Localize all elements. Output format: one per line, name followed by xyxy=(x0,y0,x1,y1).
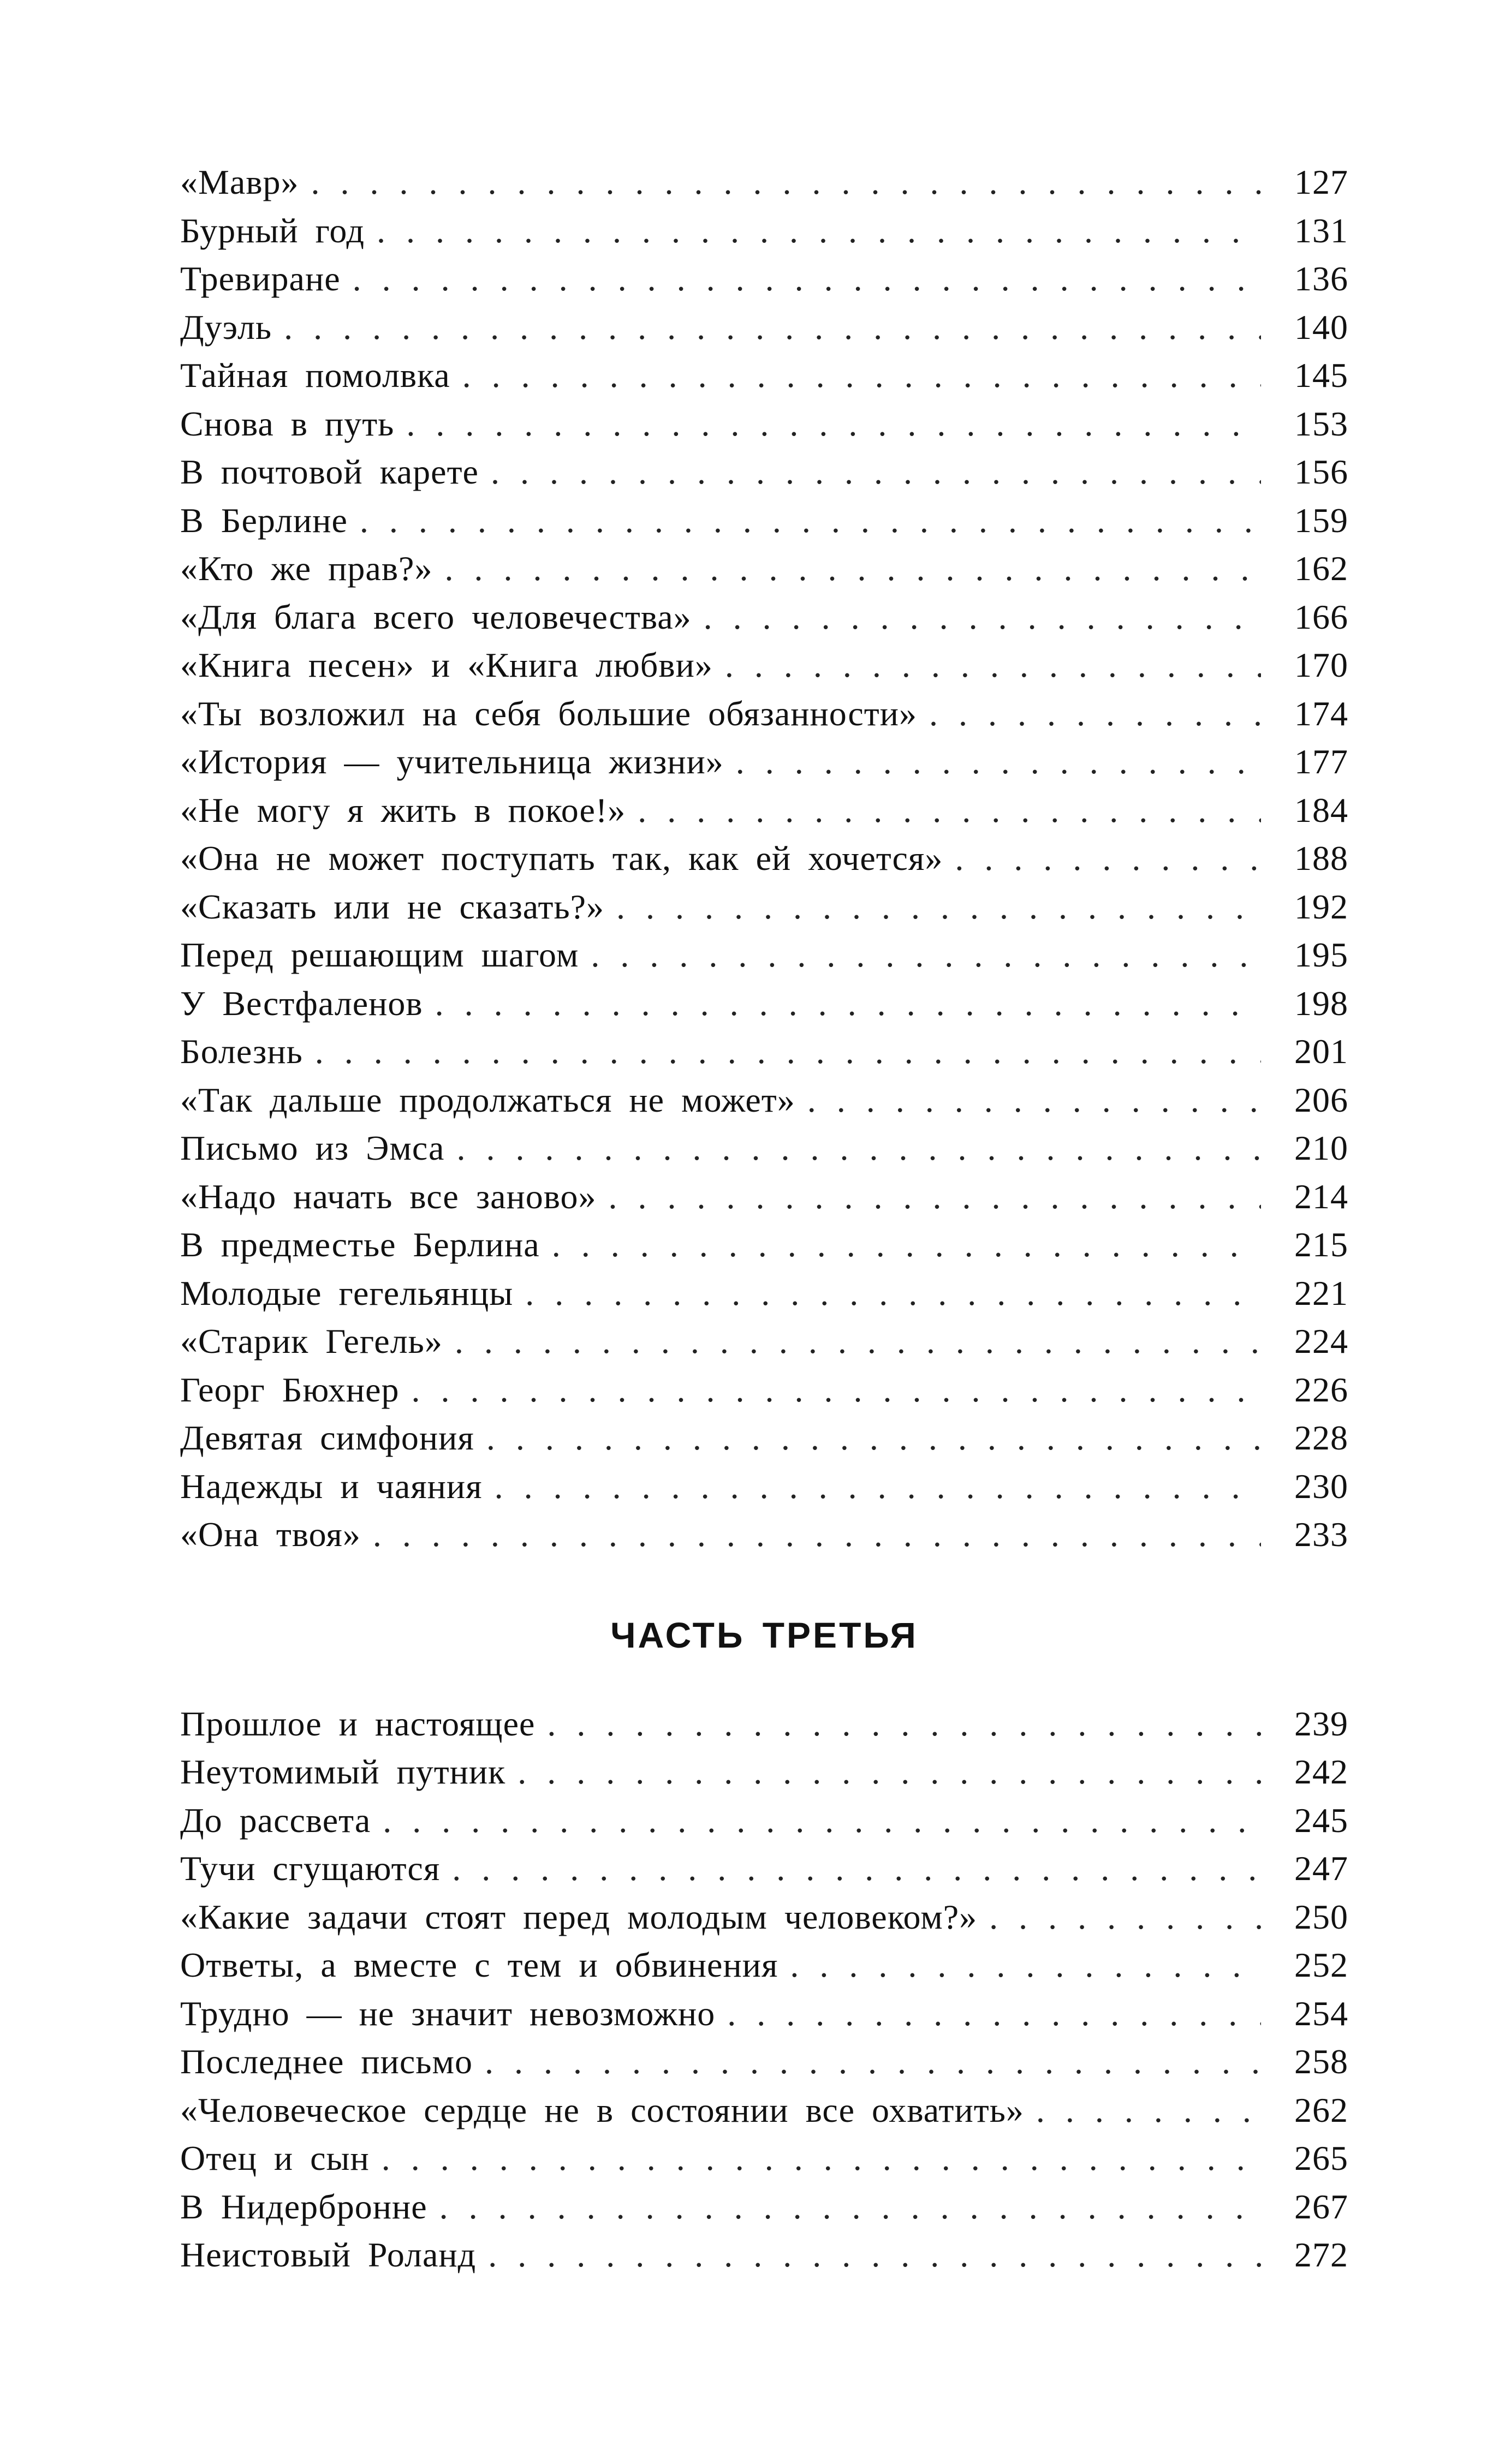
toc-entry-page-number: 201 xyxy=(1294,1032,1348,1071)
toc-entry-title: Бурный год xyxy=(180,211,365,250)
toc-entry-page-number: 145 xyxy=(1294,356,1348,395)
toc-entry xyxy=(180,1893,1348,1942)
toc-entry xyxy=(180,303,1348,352)
toc-entry xyxy=(180,545,1348,593)
dot-leader xyxy=(616,883,1261,932)
dot-leader xyxy=(517,1748,1261,1797)
dot-leader xyxy=(727,1990,1261,2038)
toc-entry xyxy=(180,738,1348,786)
toc-entry xyxy=(180,2038,1348,2086)
toc-entry-title: «Старик Гегель» xyxy=(180,1322,443,1361)
toc-entry-page-number: 262 xyxy=(1294,2090,1348,2129)
toc-entry xyxy=(180,2231,1348,2280)
toc-entry xyxy=(180,1317,1348,1366)
toc-entry-page-number: 252 xyxy=(1294,1946,1348,1984)
toc-entry-page-number: 156 xyxy=(1294,452,1348,491)
dot-leader xyxy=(736,738,1261,786)
dot-leader xyxy=(315,1028,1261,1076)
toc-entry-page-number: 192 xyxy=(1294,887,1348,926)
toc-entry-title: Тревиране xyxy=(180,259,341,298)
toc-entry-title: «Какие задачи стоят перед молодым человеком?» xyxy=(180,1897,978,1936)
toc-entry xyxy=(180,1845,1348,1893)
toc-entry-title: До рассвета xyxy=(180,1800,371,1840)
toc-entry-page-number: 221 xyxy=(1294,1273,1348,1312)
toc-entry xyxy=(180,1463,1348,1511)
toc-entry-page-number: 170 xyxy=(1294,646,1348,684)
toc-entry xyxy=(180,400,1348,449)
dot-leader xyxy=(373,1511,1261,1559)
toc-entry-page-number: 198 xyxy=(1294,983,1348,1023)
toc-entry xyxy=(180,1990,1348,2038)
toc-entry xyxy=(180,1414,1348,1463)
toc-entry-title: Перед решающим шагом xyxy=(180,935,579,974)
toc-entry xyxy=(180,1269,1348,1318)
toc-entry-title: Неутомимый путник xyxy=(180,1752,506,1791)
dot-leader xyxy=(525,1269,1261,1318)
toc-entry-title: Надежды и чаяния xyxy=(180,1466,483,1506)
toc-entry-title: В предместье Берлина xyxy=(180,1225,540,1264)
dot-leader xyxy=(462,351,1261,400)
toc-entry xyxy=(180,207,1348,255)
toc-entry-page-number: 188 xyxy=(1294,839,1348,878)
dot-leader xyxy=(412,1366,1262,1415)
toc-entry-title: Ответы, а вместе с тем и обвинения xyxy=(180,1946,778,1984)
toc-list-part-three xyxy=(180,1700,1348,2280)
toc-entry-page-number: 224 xyxy=(1294,1322,1348,1361)
toc-entry xyxy=(180,1748,1348,1797)
toc-entry xyxy=(180,980,1348,1028)
toc-entry-title: «Сказать или не сказать?» xyxy=(180,887,605,926)
dot-leader xyxy=(491,448,1261,497)
toc-entry-page-number: 215 xyxy=(1294,1225,1348,1264)
toc-entry-title: Георг Бюхнер xyxy=(180,1370,400,1409)
toc-entry xyxy=(180,1124,1348,1173)
toc-entry-title: «Книга песен» и «Книга любви» xyxy=(180,646,713,684)
toc-entry-title: Тайная помолвка xyxy=(180,356,450,395)
toc-entry-title: «Ты возложил на себя большие обязанности» xyxy=(180,694,917,733)
toc-entry-title: У Вестфаленов xyxy=(180,983,423,1023)
toc-entry-page-number: 127 xyxy=(1294,163,1348,201)
toc-entry-page-number: 242 xyxy=(1294,1752,1348,1791)
toc-entry xyxy=(180,786,1348,835)
toc-entry-page-number: 206 xyxy=(1294,1080,1348,1119)
toc-entry-title: «Так дальше продолжаться не может» xyxy=(180,1080,795,1119)
toc-entry-page-number: 265 xyxy=(1294,2139,1348,2177)
toc-entry xyxy=(180,255,1348,303)
dot-leader xyxy=(452,1845,1261,1893)
toc-entry-page-number: 245 xyxy=(1294,1800,1348,1840)
toc-entry-title: «Для блага всего человечества» xyxy=(180,597,692,636)
toc-entry-page-number: 210 xyxy=(1294,1129,1348,1167)
dot-leader xyxy=(486,1414,1261,1463)
dot-leader xyxy=(609,1173,1261,1221)
dot-leader xyxy=(311,158,1261,207)
toc-entry xyxy=(180,158,1348,207)
dot-leader xyxy=(377,207,1261,255)
toc-entry-page-number: 184 xyxy=(1294,790,1348,830)
toc-entry-page-number: 247 xyxy=(1294,1849,1348,1888)
toc-entry-page-number: 239 xyxy=(1294,1704,1348,1743)
dot-leader xyxy=(455,1317,1261,1366)
toc-entry-page-number: 226 xyxy=(1294,1370,1348,1409)
toc-entry-page-number: 153 xyxy=(1294,404,1348,443)
dot-leader xyxy=(989,1893,1261,1942)
dot-leader xyxy=(456,1124,1261,1173)
toc-entry-title: Снова в путь xyxy=(180,404,395,443)
dot-leader xyxy=(435,980,1261,1028)
toc-entry-title: Девятая симфония xyxy=(180,1418,474,1457)
toc-entry-title: «Надо начать все заново» xyxy=(180,1177,597,1216)
toc-entry xyxy=(180,593,1348,642)
toc-entry-title: Тучи сгущаются xyxy=(180,1849,441,1888)
dot-leader xyxy=(444,545,1261,593)
toc-entry xyxy=(180,2183,1348,2232)
toc-entry xyxy=(180,1028,1348,1076)
toc-entry-page-number: 174 xyxy=(1294,694,1348,733)
toc-entry-title: «Мавр» xyxy=(180,163,299,201)
dot-leader xyxy=(383,1797,1261,1845)
dot-leader xyxy=(495,1463,1261,1511)
toc-entry-page-number: 166 xyxy=(1294,597,1348,636)
toc-entry xyxy=(180,641,1348,690)
toc-entry-title: «Человеческое сердце не в состоянии все охватить» xyxy=(180,2090,1024,2129)
toc-entry-page-number: 131 xyxy=(1294,211,1348,250)
dot-leader xyxy=(382,2134,1261,2183)
toc-entry-page-number: 177 xyxy=(1294,742,1348,781)
toc-entry-title: В Нидербронне xyxy=(180,2187,427,2226)
toc-entry-page-number: 272 xyxy=(1294,2235,1348,2274)
dot-leader xyxy=(485,2038,1261,2086)
toc-entry-page-number: 136 xyxy=(1294,259,1348,298)
toc-entry-title: «Не могу я жить в покое!» xyxy=(180,790,626,830)
dot-leader xyxy=(552,1221,1261,1269)
toc-entry xyxy=(180,1221,1348,1269)
dot-leader xyxy=(547,1700,1261,1749)
toc-entry xyxy=(180,690,1348,738)
toc-entry-page-number: 250 xyxy=(1294,1897,1348,1936)
dot-leader xyxy=(284,303,1261,352)
dot-leader xyxy=(360,497,1261,545)
dot-leader xyxy=(704,593,1261,642)
toc-entry-page-number: 195 xyxy=(1294,935,1348,974)
toc-entry xyxy=(180,883,1348,932)
toc-entry-page-number: 230 xyxy=(1294,1466,1348,1506)
toc-entry xyxy=(180,834,1348,883)
toc-entry-title: Дуэль xyxy=(180,307,272,347)
toc-entry-page-number: 233 xyxy=(1294,1515,1348,1554)
toc-entry-title: «Она не может поступать так, как ей хочется» xyxy=(180,839,943,878)
toc-entry xyxy=(180,2086,1348,2135)
dot-leader xyxy=(807,1076,1261,1125)
toc-entry-title: Молодые гегельянцы xyxy=(180,1273,514,1312)
dot-leader xyxy=(488,2231,1261,2280)
toc-entry-page-number: 258 xyxy=(1294,2042,1348,2081)
toc-entry-title: Письмо из Эмса xyxy=(180,1129,445,1167)
dot-leader xyxy=(955,834,1261,883)
part-three-heading: ЧАСТЬ ТРЕТЬЯ xyxy=(610,1614,918,1655)
toc-entry-page-number: 267 xyxy=(1294,2187,1348,2226)
toc-entry-title: «Кто же прав?» xyxy=(180,549,433,588)
dot-leader xyxy=(353,255,1261,303)
toc-entry-title: Прошлое и настоящее xyxy=(180,1704,536,1743)
dot-leader xyxy=(1036,2086,1261,2135)
dot-leader xyxy=(638,786,1261,835)
toc-entry xyxy=(180,351,1348,400)
table-of-contents-page xyxy=(180,158,1348,2280)
toc-entry xyxy=(180,1511,1348,1559)
dot-leader xyxy=(591,931,1261,980)
toc-entry-title: Неистовый Роланд xyxy=(180,2235,477,2274)
toc-entry-page-number: 228 xyxy=(1294,1418,1348,1457)
toc-entry xyxy=(180,1366,1348,1415)
toc-entry-title: Отец и сын xyxy=(180,2139,370,2177)
toc-entry-title: «История — учительница жизни» xyxy=(180,742,724,781)
toc-entry xyxy=(180,1076,1348,1125)
toc-entry xyxy=(180,2134,1348,2183)
dot-leader xyxy=(439,2183,1261,2232)
toc-entry-page-number: 214 xyxy=(1294,1177,1348,1216)
toc-entry-title: В почтовой карете xyxy=(180,452,479,491)
toc-entry xyxy=(180,1797,1348,1845)
toc-entry-page-number: 159 xyxy=(1294,500,1348,540)
toc-list-part-two xyxy=(180,158,1348,1559)
toc-entry xyxy=(180,1941,1348,1990)
toc-entry-title: Трудно — не значит невозможно xyxy=(180,1994,716,2033)
toc-entry-title: «Она твоя» xyxy=(180,1515,361,1554)
toc-entry-title: Болезнь xyxy=(180,1032,303,1071)
dot-leader xyxy=(725,641,1261,690)
toc-entry xyxy=(180,1173,1348,1221)
toc-entry xyxy=(180,931,1348,980)
dot-leader xyxy=(929,690,1261,738)
dot-leader xyxy=(406,400,1261,449)
dot-leader xyxy=(790,1941,1261,1990)
toc-entry xyxy=(180,448,1348,497)
toc-entry-title: Последнее письмо xyxy=(180,2042,473,2081)
toc-entry xyxy=(180,1700,1348,1749)
toc-entry-page-number: 254 xyxy=(1294,1994,1348,2033)
toc-entry-title: В Берлине xyxy=(180,500,348,540)
toc-entry xyxy=(180,497,1348,545)
toc-entry-page-number: 162 xyxy=(1294,549,1348,588)
toc-entry-page-number: 140 xyxy=(1294,307,1348,347)
